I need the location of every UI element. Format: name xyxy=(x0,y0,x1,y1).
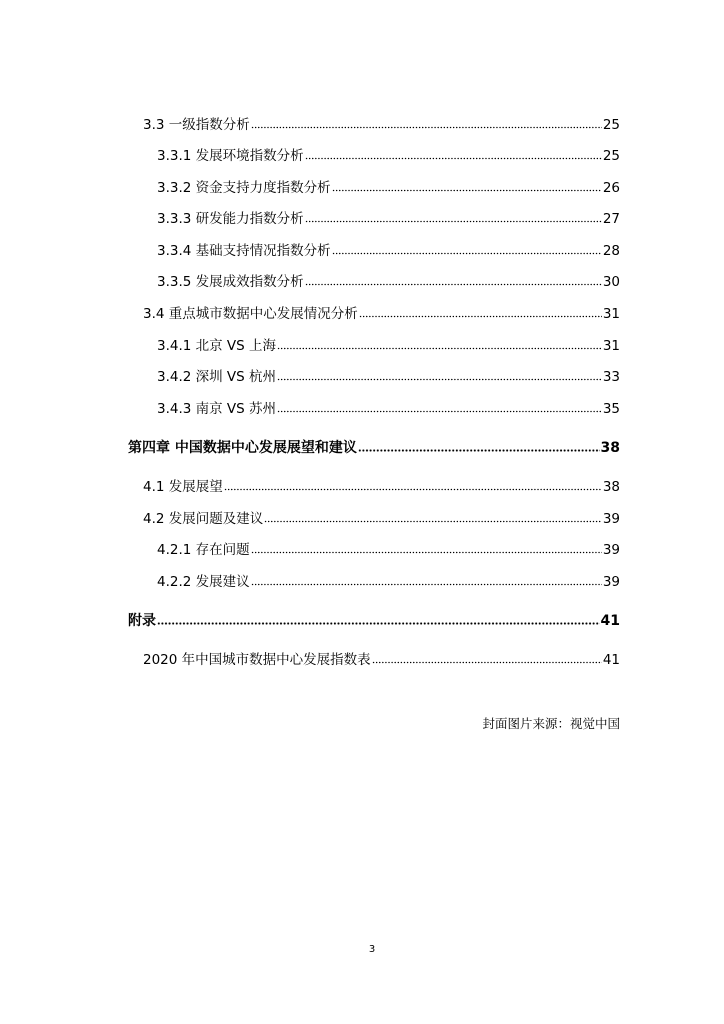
toc-entry-page: 38 xyxy=(600,440,620,456)
dot-leader xyxy=(251,572,602,586)
toc-entry[interactable] xyxy=(157,336,620,355)
toc-entry-label: 3.4 重点城市数据中心发展情况分析 xyxy=(143,306,358,322)
dot-leader xyxy=(264,509,602,523)
dot-leader xyxy=(251,540,602,554)
toc-entry[interactable] xyxy=(157,572,620,591)
toc-entry-page: 31 xyxy=(602,338,620,354)
toc-entry-label: 3.4.2 深圳 VS 杭州 xyxy=(157,369,277,385)
toc-entry-label: 4.2.1 存在问题 xyxy=(157,542,250,558)
dot-leader xyxy=(277,367,602,381)
toc-entry-label: 3.3 一级指数分析 xyxy=(143,117,250,133)
toc-entry-label: 附录 xyxy=(128,613,156,629)
dot-leader xyxy=(277,336,602,350)
dot-leader xyxy=(305,209,602,223)
toc-entry-label: 3.3.5 发展成效指数分析 xyxy=(157,274,304,290)
toc-entry-label: 3.3.3 研发能力指数分析 xyxy=(157,211,304,227)
toc-entry-page: 41 xyxy=(600,613,620,629)
dot-leader xyxy=(332,178,602,192)
dot-leader xyxy=(372,650,602,664)
cover-image-credit: 封面图片来源：视觉中国 xyxy=(482,716,620,731)
toc-entry-page: 30 xyxy=(602,274,620,290)
dot-leader xyxy=(332,241,602,255)
toc-entry-page: 27 xyxy=(602,211,620,227)
toc-entry-page: 26 xyxy=(602,180,620,196)
toc-entry-label: 3.4.1 北京 VS 上海 xyxy=(157,338,277,354)
toc-entry-label: 2020 年中国城市数据中心发展指数表 xyxy=(143,652,371,668)
toc-entry-page: 35 xyxy=(602,401,620,417)
toc-entry[interactable] xyxy=(143,509,620,528)
toc-entry-label: 3.3.2 资金支持力度指数分析 xyxy=(157,180,331,196)
toc-entry[interactable] xyxy=(143,650,620,669)
toc-entry-page: 39 xyxy=(602,511,620,527)
toc-entry-page: 33 xyxy=(602,369,620,385)
toc-entry[interactable] xyxy=(157,272,620,291)
toc-chapter-entry[interactable] xyxy=(128,611,620,630)
toc-entry[interactable] xyxy=(157,399,620,418)
toc-entry[interactable] xyxy=(143,304,620,323)
toc-entry[interactable] xyxy=(157,540,620,559)
toc-entry[interactable] xyxy=(157,209,620,228)
toc-entry[interactable] xyxy=(157,241,620,260)
dot-leader xyxy=(224,477,602,491)
toc-entry[interactable] xyxy=(143,477,620,496)
toc-entry-page: 38 xyxy=(602,479,620,495)
toc-entry-page: 28 xyxy=(602,243,620,259)
toc-entry-label: 4.2.2 发展建议 xyxy=(157,574,250,590)
toc-entry-label: 3.4.3 南京 VS 苏州 xyxy=(157,401,277,417)
dot-leader xyxy=(358,438,600,452)
toc-entry-page: 31 xyxy=(602,306,620,322)
toc-entry-page: 41 xyxy=(602,652,620,668)
toc-entry-page: 25 xyxy=(602,117,620,133)
page-number: 3 xyxy=(368,944,376,955)
dot-leader xyxy=(277,399,602,413)
toc-entry-label: 3.3.4 基础支持情况指数分析 xyxy=(157,243,331,259)
dot-leader xyxy=(359,304,602,318)
toc-chapter-entry[interactable] xyxy=(128,438,620,457)
toc-entry-page: 39 xyxy=(602,542,620,558)
toc-entry-label: 4.2 发展问题及建议 xyxy=(143,511,264,527)
toc-entry[interactable] xyxy=(157,146,620,165)
toc-entry-label: 第四章 中国数据中心发展展望和建议 xyxy=(128,440,357,456)
toc-entry[interactable] xyxy=(143,115,620,134)
toc-entry-page: 39 xyxy=(602,574,620,590)
toc-entry[interactable] xyxy=(157,178,620,197)
dot-leader xyxy=(251,115,602,129)
toc-entry-page: 25 xyxy=(602,148,620,164)
toc-entry-label: 4.1 发展展望 xyxy=(143,479,223,495)
dot-leader xyxy=(305,146,602,160)
toc-entry-label: 3.3.1 发展环境指数分析 xyxy=(157,148,304,164)
dot-leader xyxy=(305,272,602,286)
toc-entry[interactable] xyxy=(157,367,620,386)
dot-leader xyxy=(157,611,600,625)
